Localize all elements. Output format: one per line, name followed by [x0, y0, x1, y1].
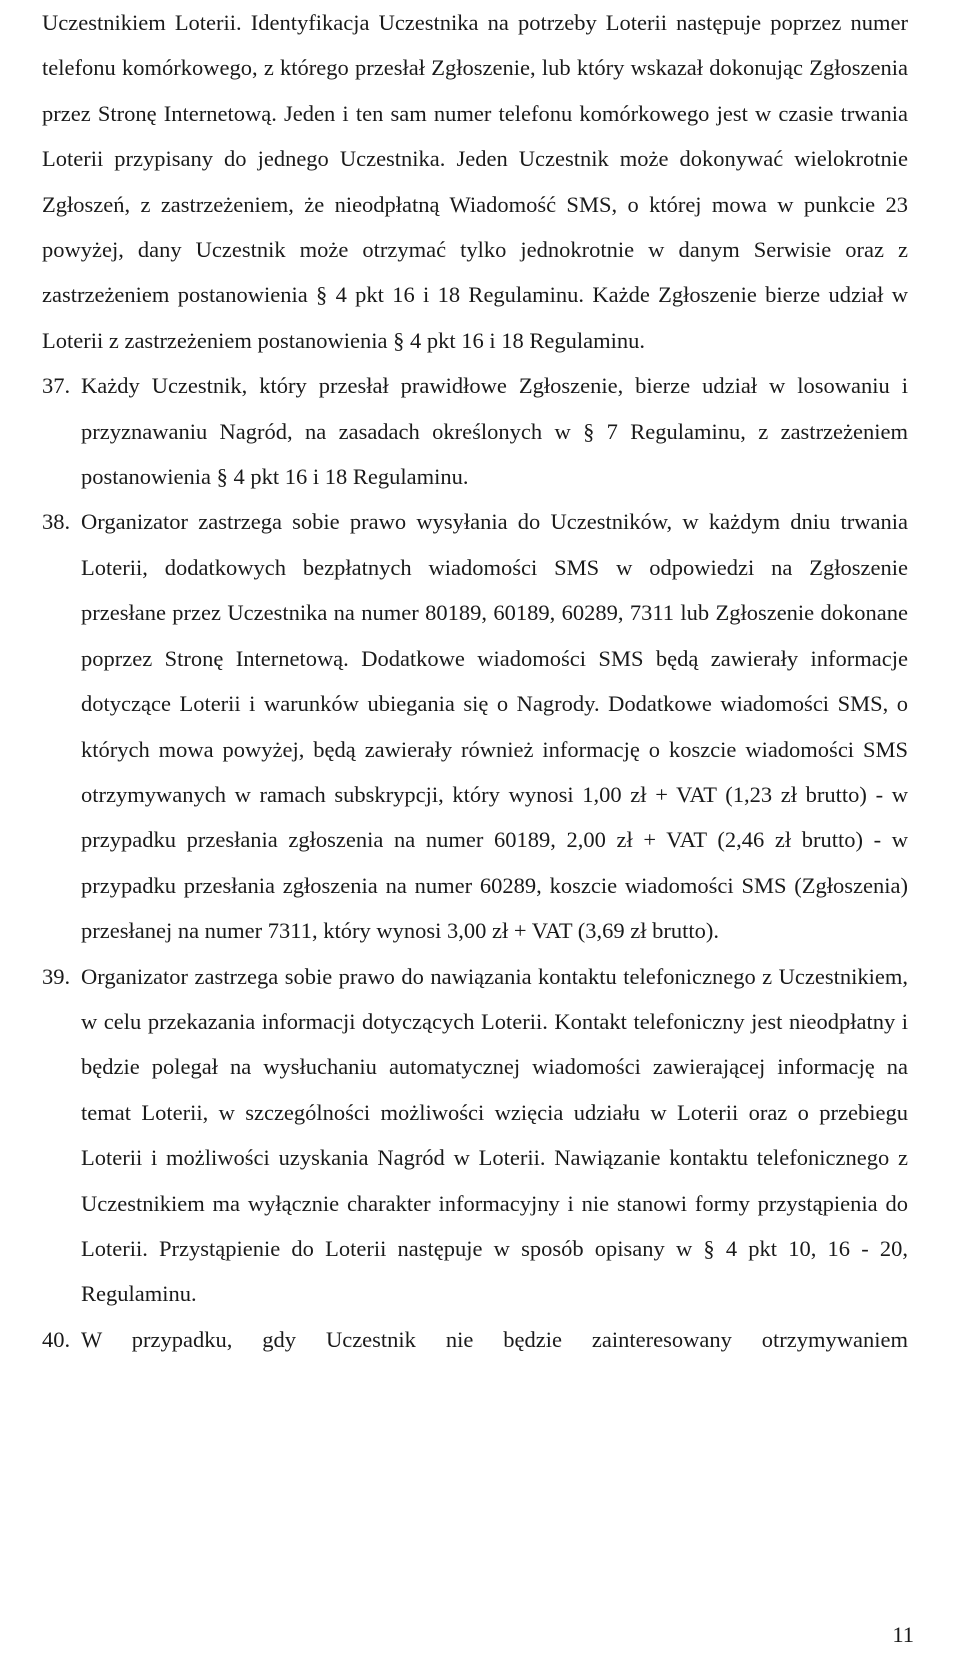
item-number: 40. — [42, 1326, 71, 1352]
continuation-paragraph: Uczestnikiem Loterii. Identyfikacja Uczestnika na potrzeby Loterii następuje poprzez numer telefonu komórkowego, z którego przesłał Zgłoszenie, lub który wskazał dokonując Zgłoszenia przez Stronę Internetową. Jeden i ten sam numer telefonu komórkowego jest w czasie trwania Loterii przypisany do jednego Uczestnika. Jeden Uczestnik może dokonywać wielokrotnie Zgłoszeń, z zastrzeżeniem, że nieodpłatną Wiadomość SMS, o której mowa w punkcie 23 powyżej, dany Uczestnik może otrzymać tylko jednokrotnie w danym Serwisie oraz z zastrzeżeniem postanowienia § 4 pkt 16 i 18 Regulaminu. Każde Zgłoszenie bierze udział w Loterii z zastrzeżeniem postanowienia § 4 pkt 16 i 18 Regulaminu. — [42, 10, 908, 353]
page-number: 11 — [892, 1622, 914, 1647]
item-text: Każdy Uczestnik, który przesłał prawidłowe Zgłoszenie, bierze udział w losowaniu i przyznawaniu Nagród, na zasadach określonych w § 7 Regulaminu, z zastrzeżeniem postanowienia § 4 pkt 16 i 18 Regulaminu. — [81, 373, 908, 490]
item-number: 38. — [42, 509, 71, 535]
item-text: Organizator zastrzega sobie prawo wysyłania do Uczestników, w każdym dniu trwania Loterii, dodatkowych bezpłatnych wiadomości SMS w odpowiedzi na Zgłoszenie przesłane przez Uczestnika na numer 80189, 60189, 60289, 7311 lub Zgłoszenie dokonane poprzez Stronę Internetową. Dodatkowe wiadomości SMS będą zawierały informacje dotyczące Loterii i warunków ubiegania się o Nagrody. Dodatkowe wiadomości SMS, o których mowa powyżej, będą zawierały również informację o koszcie wiadomości SMS otrzymywanych w ramach subskrypcji, który wynosi 1,00 zł + VAT (1,23 zł brutto) - w przypadku przesłania zgłoszenia na numer 60189, 2,00 zł + VAT (2,46 zł brutto) - w przypadku przesłania zgłoszenia na numer 60289, koszcie wiadomości SMS (Zgłoszenia) przesłanej na numer 7311, który wynosi 3,00 zł + VAT (3,69 zł brutto). — [81, 509, 908, 944]
list-item-38 — [42, 499, 908, 953]
list-item-40 — [42, 1317, 908, 1362]
list-item-39 — [42, 954, 908, 1317]
item-text: W przypadku, gdy Uczestnik nie będzie zainteresowany otrzymywaniem — [81, 1326, 908, 1352]
list-item-37 — [42, 363, 908, 499]
item-number: 37. — [42, 373, 71, 399]
page-content — [42, 0, 908, 1362]
item-number: 39. — [42, 963, 71, 989]
item-text: Organizator zastrzega sobie prawo do nawiązania kontaktu telefonicznego z Uczestnikiem, w celu przekazania informacji dotyczących Loterii. Kontakt telefoniczny jest nieodpłatny i będzie polegał na wysłuchaniu automatycznej wiadomości zawierającej informację na temat Loterii, w szczególności możliwości wzięcia udziału w Loterii oraz o przebiegu Loterii i możliwości uzyskania Nagród w Loterii. Nawiązanie kontaktu telefonicznego z Uczestnikiem ma wyłącznie charakter informacyjny i nie stanowi formy przystąpienia do Loterii. Przystąpienie do Loterii następuje w sposób opisany w § 4 pkt 10, 16 - 20, Regulaminu. — [81, 963, 908, 1307]
